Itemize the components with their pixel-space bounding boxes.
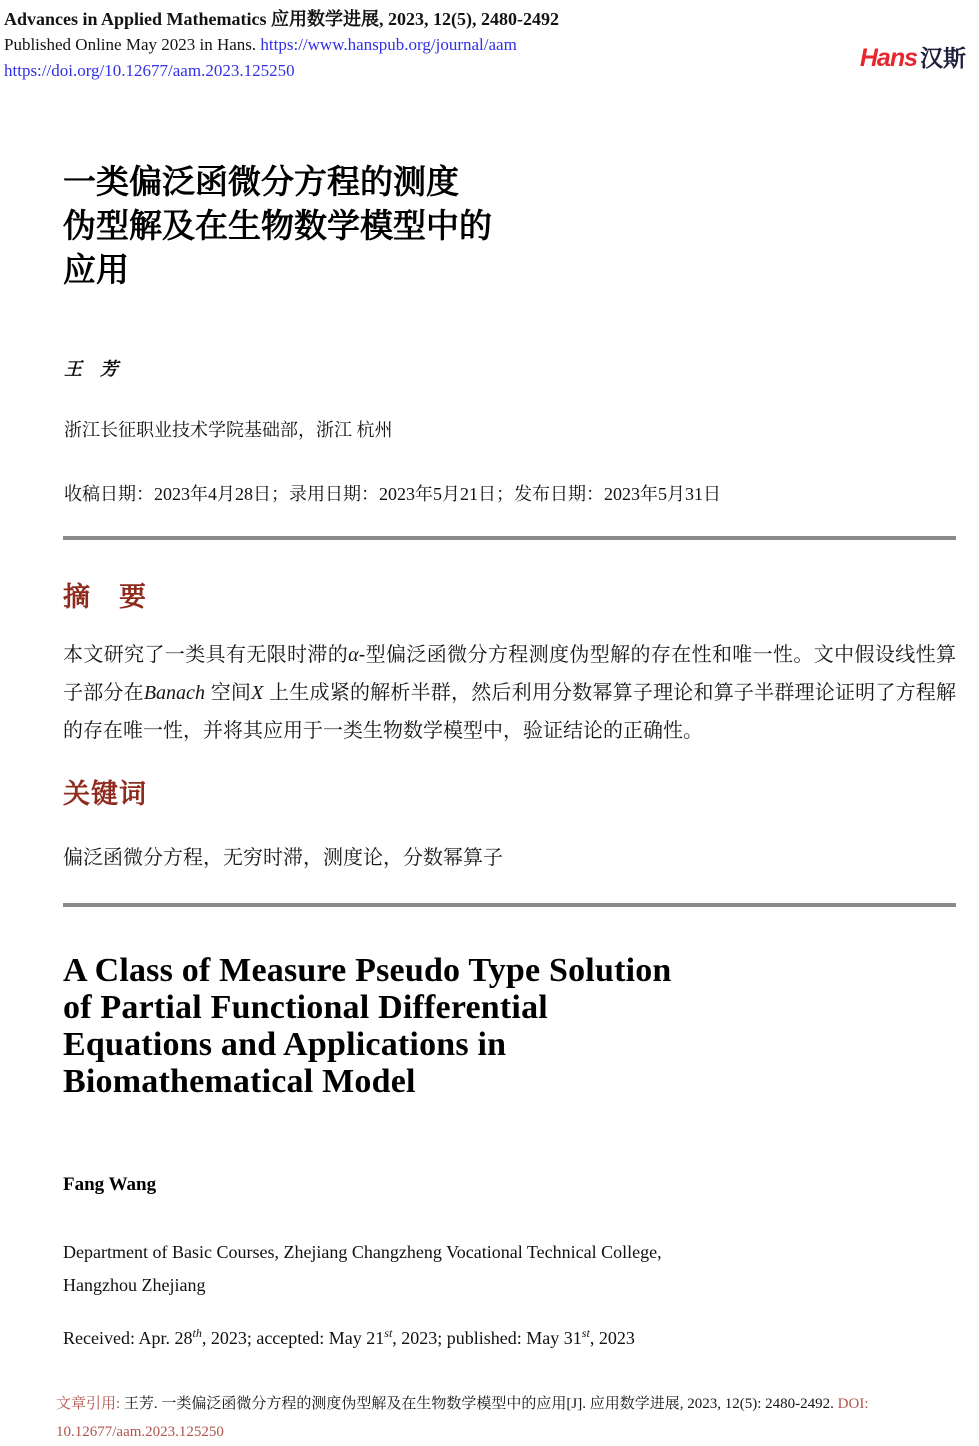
ordinal-sup-st-1: st (384, 1326, 393, 1340)
author-name-en: Fang Wang (63, 1174, 157, 1195)
published-online-text: Published Online May 2023 in Hans. (4, 35, 261, 54)
keywords-heading: 关键词 (63, 779, 147, 809)
dates-zh: 收稿日期：2023年4月28日；录用日期：2023年5月21日；发布日期：2023年5月31日 (64, 484, 721, 504)
article-title-en (63, 952, 963, 1100)
received-seg-4: , 2023 (589, 1328, 635, 1348)
article-title-en-line4: Biomathematical Model (63, 1063, 416, 1100)
journal-header (4, 6, 864, 84)
received-seg-1: Received: Apr. 28 (63, 1328, 193, 1348)
article-title-zh-line2: 伪型解及在生物数学模型中的 (63, 207, 492, 244)
received-seg-2: , 2023; accepted: May 21 (201, 1328, 385, 1348)
article-title-en-line1: A Class of Measure Pseudo Type Solution (63, 952, 672, 989)
abstract-segment-1: 本文研究了一类具有无限时滞的 (63, 644, 349, 666)
published-online-line (4, 32, 864, 58)
math-banach: Banach (143, 682, 205, 704)
ordinal-sup-th: th (192, 1326, 202, 1340)
affiliation-zh: 浙江长征职业技术学院基础部，浙江 杭州 (64, 420, 393, 440)
abstract-heading: 摘 要 (63, 582, 147, 612)
article-title-en-line2: of Partial Functional Differential (63, 989, 548, 1026)
citation-doi-link[interactable]: DOI: 10.12677/aam.2023.125250 (56, 1396, 869, 1440)
abstract-segment-2: -型偏泛函微分方程测度伪型解的存在性和唯一性。文中假设线性算子部分在 (63, 644, 956, 704)
citation-footer (56, 1390, 928, 1446)
article-title-zh-line3: 应用 (63, 251, 129, 288)
abstract-segment-4: 上生成紧的解析半群，然后利用分数幂算子理论和算子半群理论证明了方程解的存在唯一性，并将其应用于一类生物数学模型中，验证结论的正确性。 (63, 682, 957, 742)
affiliation-en-line1: Department of Basic Courses, Zhejiang Changzheng Vocational Technical College, (63, 1242, 662, 1262)
author-name-zh: 王 芳 (64, 359, 118, 379)
article-title-en-line3: Equations and Applications in (63, 1026, 507, 1063)
article-title-zh-line1: 一类偏泛函微分方程的测度 (63, 163, 459, 200)
hans-logo-cjk-text: 汉斯 (920, 45, 966, 71)
keywords-text: 偏泛函微分方程，无穷时滞，测度论，分数幂算子 (63, 847, 503, 869)
affiliation-en-line2: Hangzhou Zhejiang (63, 1275, 206, 1295)
ordinal-sup-st-2: st (581, 1326, 590, 1340)
received-seg-3: , 2023; published: May 31 (392, 1328, 582, 1348)
journal-url-link[interactable]: https://www.hanspub.org/journal/aam (260, 35, 517, 54)
citation-label: 文章引用: (56, 1396, 121, 1412)
citation-text: 王芳. 一类偏泛函微分方程的测度伪型解及在生物数学模型中的应用[J]. 应用数学进展, 2023, 12(5): 2480-2492. (120, 1396, 838, 1412)
hans-logo-latin-text: Hans (859, 44, 917, 72)
abstract-segment-3: 空间 (204, 682, 252, 704)
doi-url-link[interactable]: https://doi.org/10.12677/aam.2023.125250 (4, 61, 295, 80)
hans-publisher-logo (860, 40, 966, 73)
math-alpha: α (348, 644, 359, 666)
doi-line (4, 58, 864, 84)
article-title-zh (63, 160, 823, 292)
abstract-text (63, 636, 956, 750)
section-divider-bottom (63, 903, 956, 907)
math-x: X (251, 682, 264, 704)
section-divider-top (63, 536, 956, 540)
affiliation-en (63, 1236, 662, 1302)
received-dates-en (63, 1328, 635, 1349)
journal-citation-line: Advances in Applied Mathematics 应用数学进展, 2023, 12(5), 2480-2492 (4, 9, 559, 29)
